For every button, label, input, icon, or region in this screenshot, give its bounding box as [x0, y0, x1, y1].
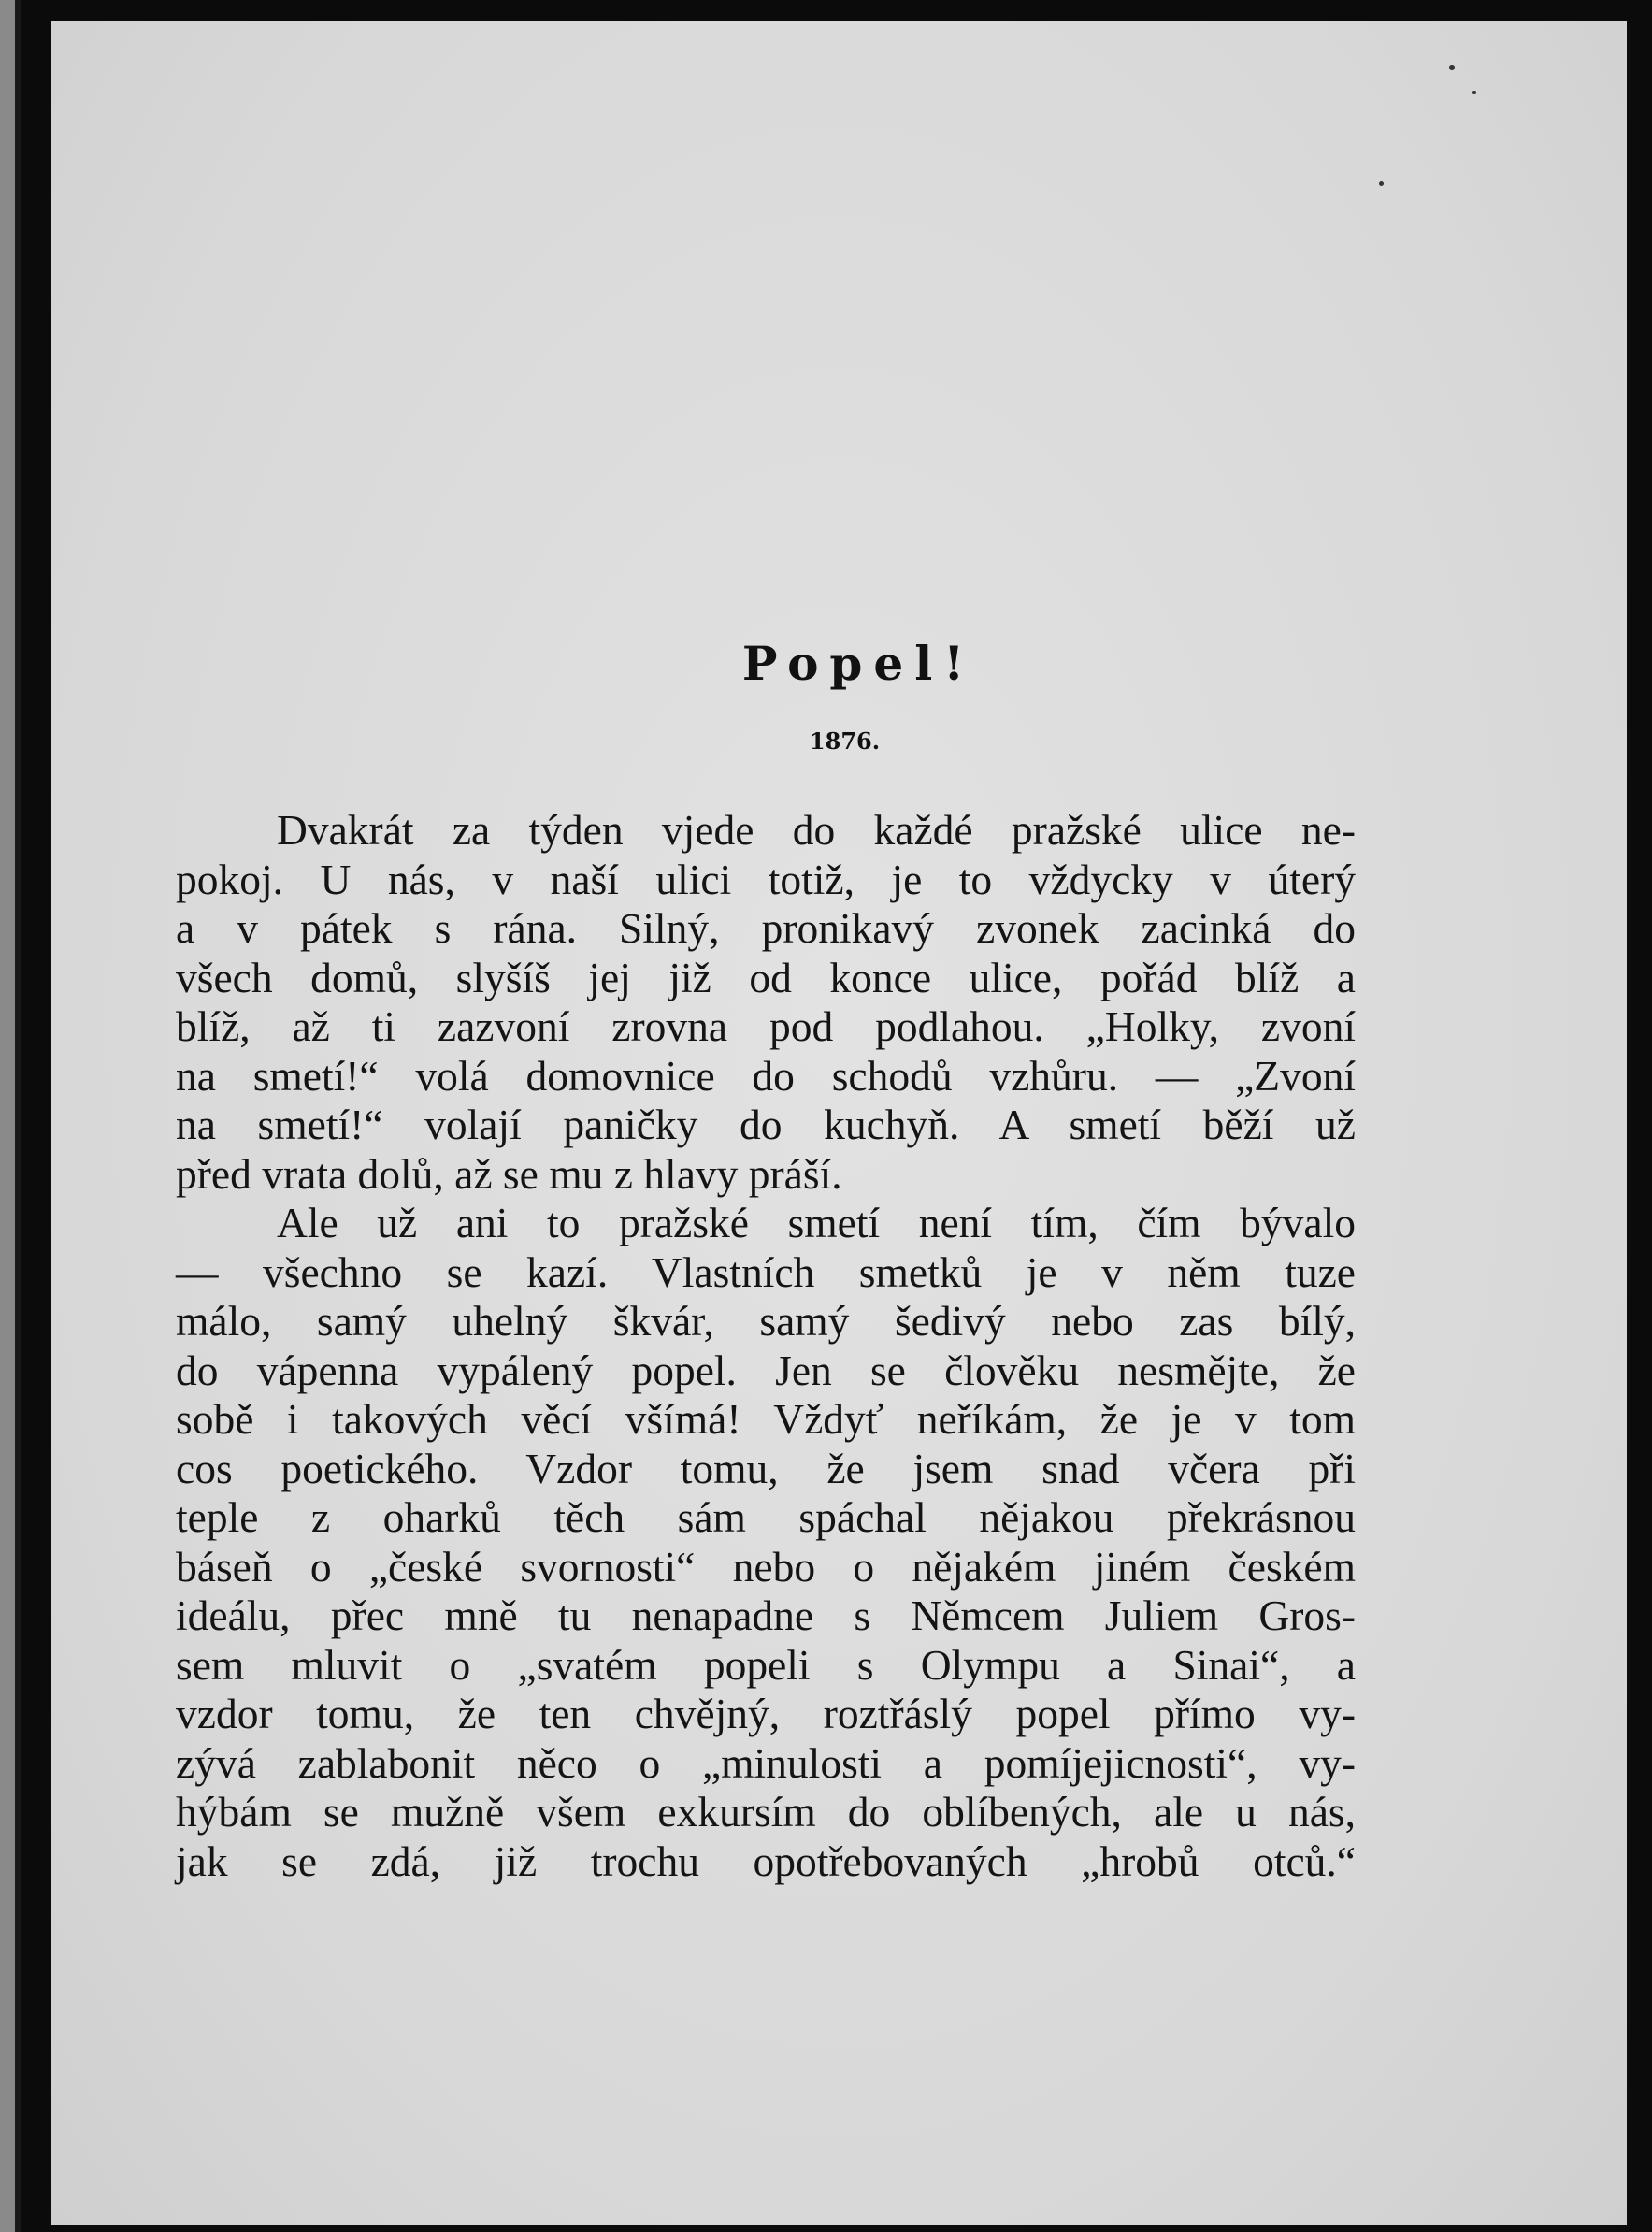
- text-line: jak se zdá, již trochu opotřebovaných „hrobů otců.“: [176, 1836, 1356, 1885]
- text-line: — všechno se kazí. Vlastních smetků je v něm tuze: [176, 1247, 1356, 1296]
- text-line: teple z oharků těch sám spáchal nějakou překrásnou: [176, 1493, 1356, 1541]
- paragraph-1: [176, 806, 1356, 1199]
- text-line: zývá zablabonit něco o „minulosti a pomíjejicnosti“, vy-: [176, 1738, 1356, 1787]
- text-line: málo, samý uhelný škvár, samý šedivý nebo zas bílý,: [176, 1297, 1356, 1345]
- dust-speck: [1449, 65, 1455, 70]
- text-line: sem mluvit o „svatém popeli s Olympu a Sinai“, a: [176, 1640, 1356, 1689]
- dust-speck: [1379, 181, 1384, 186]
- text-line: ideálu, přec mně tu nenapadne s Němcem Juliem Gros-: [176, 1591, 1356, 1639]
- text-line: před vrata dolů, až se mu z hlavy práší.: [176, 1149, 842, 1198]
- text-line: do vápenna vypálený popel. Jen se člověku nesmějte, že: [176, 1346, 1356, 1394]
- chapter-year: 1876.: [809, 727, 881, 755]
- text-line: na smetí!“ volají paničky do kuchyň. A smetí běží už: [176, 1101, 1356, 1148]
- text-line: blíž, až ti zazvoní zrovna pod podlahou. „Holky, zvoní: [176, 1002, 1356, 1050]
- text-line: cos poetického. Vzdor tomu, že jsem snad včera při: [176, 1444, 1356, 1492]
- text-line: Dvakrát za týden vjede do každé pražské ulice ne-: [277, 806, 1356, 854]
- text-line: pokoj. U nás, v naší ulici totiž, je to vždycky v úterý: [176, 855, 1356, 903]
- text-line: na smetí!“ volá domovnice do schodů vzhůru. — „Zvoní: [176, 1051, 1356, 1100]
- text-line: Ale už ani to pražské smetí není tím, čím bývalo: [277, 1199, 1356, 1246]
- text-line: hýbám se mužně všem exkursím do oblíbených, ale u nás,: [176, 1788, 1356, 1836]
- text-line: sobě i takových věcí všímá! Vždyť neříkám, že je v tom: [176, 1395, 1356, 1443]
- paragraph-2: [176, 1199, 1356, 1886]
- body-text: [176, 806, 1356, 1886]
- dust-speck: [1472, 91, 1476, 94]
- facing-page-edge: [0, 0, 15, 2232]
- text-line: všech domů, slyšíš jej již od konce ulice, pořád blíž a: [176, 953, 1356, 1001]
- text-line: a v pátek s rána. Silný, pronikavý zvonek zacinká do: [176, 904, 1356, 952]
- text-line: vzdor tomu, že ten chvějný, roztřáslý popel přímo vy-: [176, 1690, 1356, 1737]
- text-line: báseň o „české svornosti“ nebo o nějakém jiném českém: [176, 1542, 1356, 1591]
- chapter-title: Popel!: [741, 636, 976, 691]
